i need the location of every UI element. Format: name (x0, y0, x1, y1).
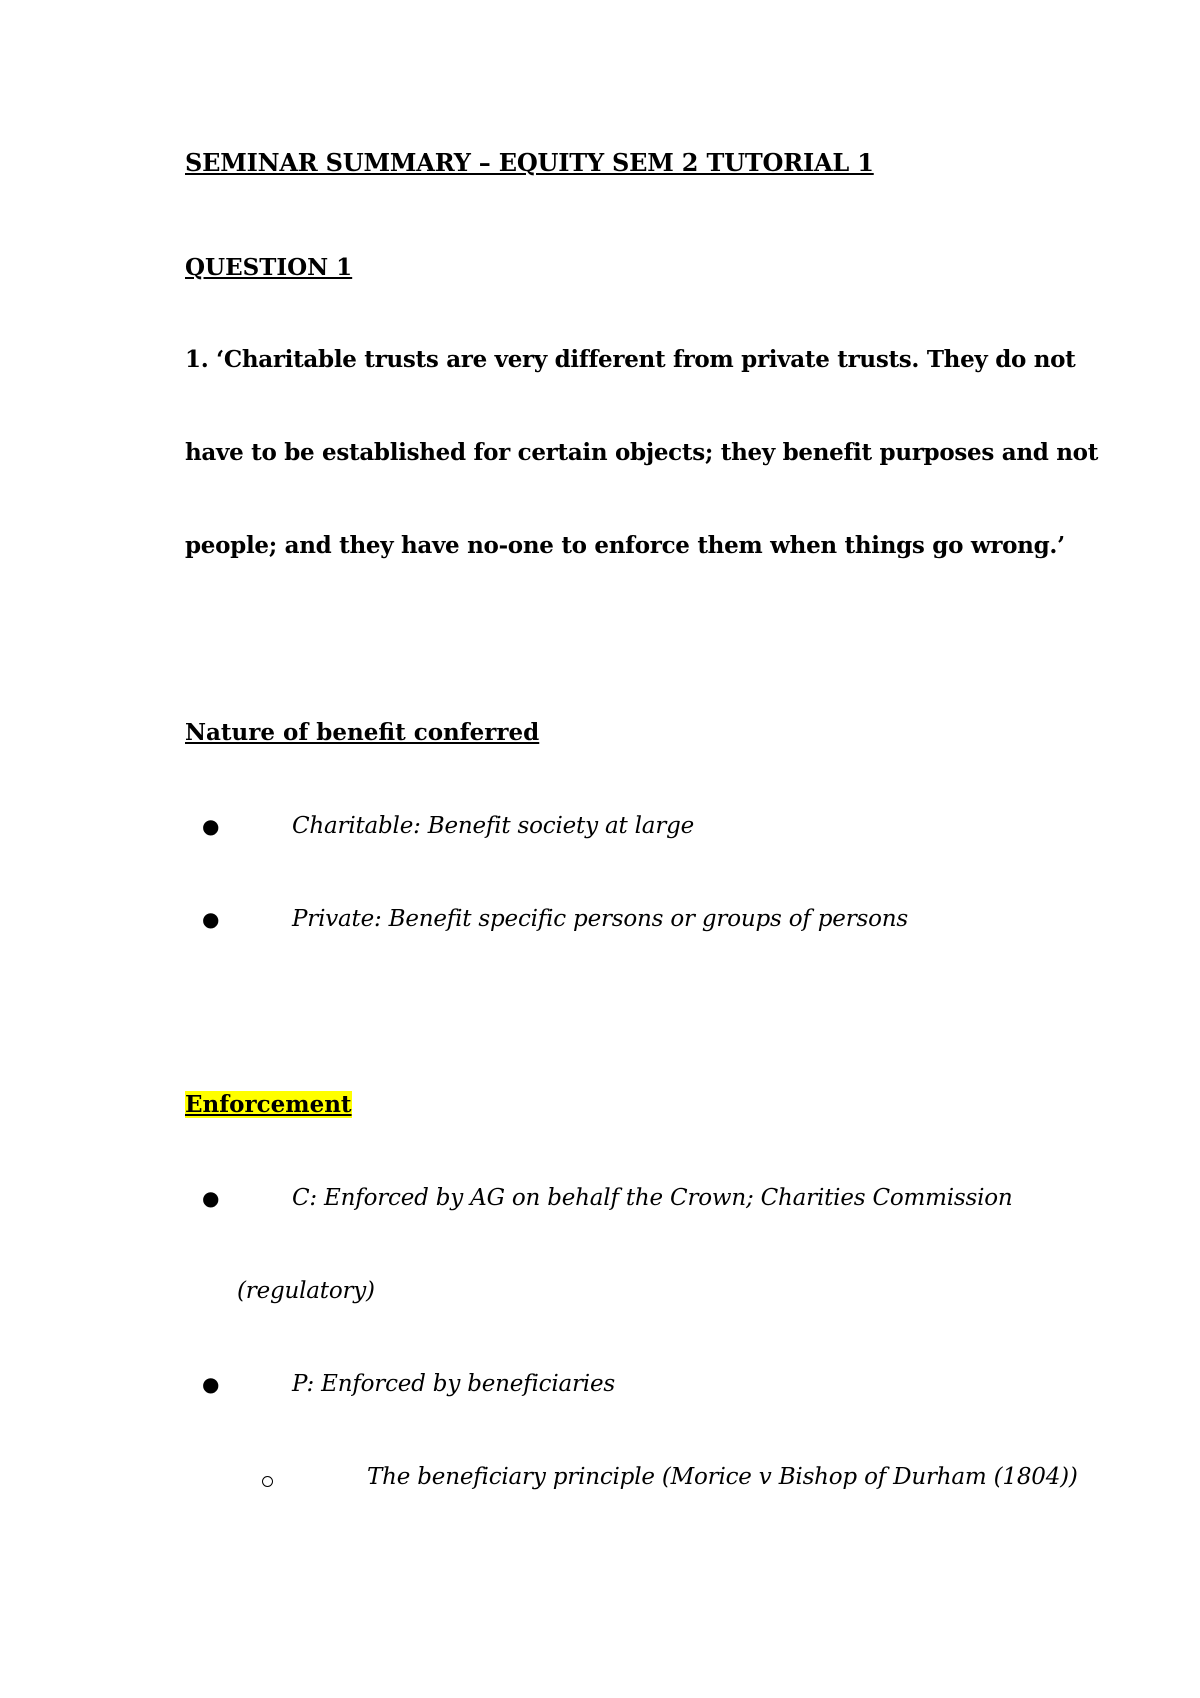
section-heading-nature: Nature of benefit conferred (185, 719, 540, 746)
bullet-dot-icon: ● (202, 1186, 220, 1210)
highlighted-heading-text: Enforcement (185, 1091, 352, 1118)
bullet-charitable: Charitable: Benefit society at large (292, 813, 695, 839)
question-line-3: people; and they have no-one to enforce them when things go wrong.’ (185, 532, 1065, 559)
question-line-2: have to be established for certain objects; they benefit purposes and not (185, 439, 1099, 466)
bullet-enforcement-private: P: Enforced by beneficiaries (292, 1371, 615, 1397)
bullet-dot-icon: ● (202, 907, 220, 931)
bullet-dot-icon: ● (202, 814, 220, 838)
document-title: SEMINAR SUMMARY – EQUITY SEM 2 TUTORIAL 1 (185, 148, 874, 177)
bullet-private: Private: Benefit specific persons or groups of persons (292, 906, 908, 932)
section-heading-enforcement (185, 1090, 352, 1120)
sub-bullet-circle-icon (262, 1476, 273, 1487)
bullet-enforcement-charitable: C: Enforced by AG on behalf the Crown; Charities Commission (292, 1185, 1013, 1211)
bullet-dot-icon: ● (202, 1372, 220, 1396)
question-line-1: 1. ‘Charitable trusts are very different from private trusts. They do not (185, 346, 1076, 373)
sub-bullet-beneficiary-principle: The beneficiary principle (Morice v Bishop of Durham (1804)) (367, 1464, 1078, 1490)
question-heading: QUESTION 1 (185, 254, 353, 281)
bullet-enforcement-charitable-continued: (regulatory) (237, 1278, 375, 1304)
